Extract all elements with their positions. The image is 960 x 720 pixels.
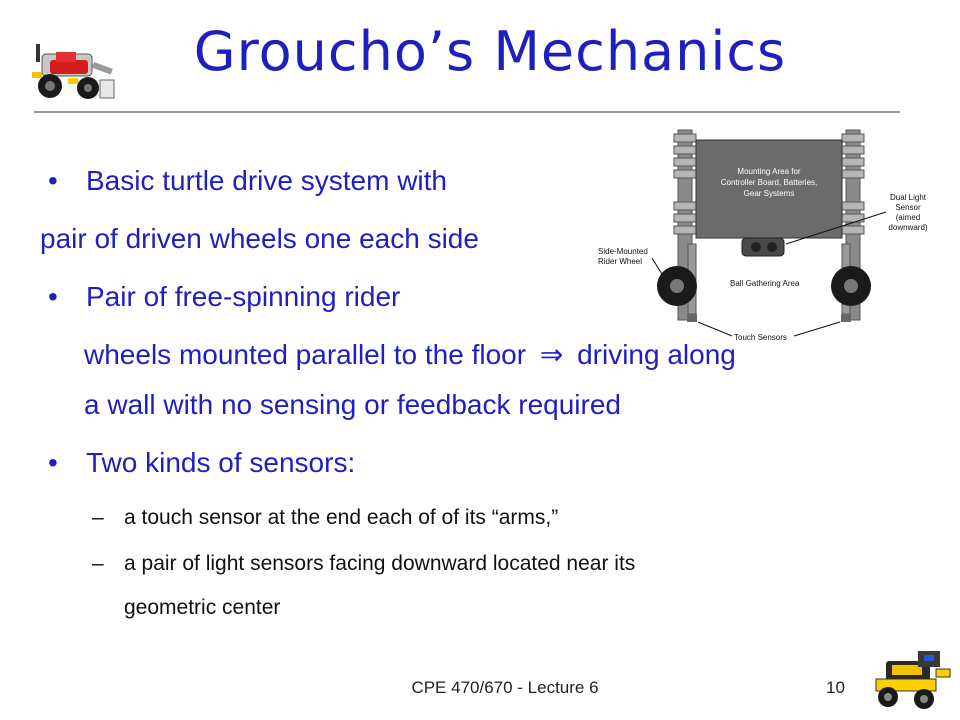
sub-bullet-dash: – bbox=[92, 506, 104, 529]
figure-label-side-1: Side-Mounted bbox=[598, 247, 648, 256]
figure-label-dual-1: Dual Light bbox=[889, 193, 927, 202]
bullet-rider-wheels-line3: a wall with no sensing or feedback required bbox=[84, 389, 621, 420]
sub-bullet-touch-sensor: a touch sensor at the end each of of its “arms,” bbox=[124, 506, 559, 529]
figure-label-mounting-1: Mounting Area for bbox=[737, 167, 801, 176]
figure-label-dual-3: (aimed bbox=[895, 213, 921, 222]
figure-label-dual-2: Sensor bbox=[895, 203, 921, 212]
rider-wheels-text-b: driving along bbox=[577, 339, 736, 370]
slide-title: Groucho’s Mechanics bbox=[193, 20, 787, 83]
bullet-marker: • bbox=[48, 281, 58, 312]
bullet-sensors: Two kinds of sensors: bbox=[86, 447, 356, 478]
rider-wheels-text-a: wheels mounted parallel to the floor bbox=[84, 339, 527, 370]
bullet-drive-system: Basic turtle drive system with bbox=[86, 165, 447, 196]
sub-bullet-light-sensors-line2: geometric center bbox=[124, 596, 281, 619]
sub-bullet-dash: – bbox=[92, 552, 104, 575]
bullet-marker: • bbox=[48, 165, 58, 196]
lego-robot-red-icon bbox=[28, 34, 120, 108]
bullet-marker: • bbox=[48, 447, 58, 478]
footer-lecture: CPE 470/670 - Lecture 6 bbox=[411, 678, 599, 697]
page-number: 10 bbox=[826, 678, 845, 697]
bullet-drive-system-continued: pair of driven wheels one each side bbox=[40, 223, 479, 254]
implies-arrow-icon: ⇒ bbox=[539, 339, 564, 370]
figure-label-touch-sensors: Touch Sensors bbox=[734, 333, 787, 342]
lego-robot-yellow-icon bbox=[872, 643, 954, 713]
figure-label-ball-area: Ball Gathering Area bbox=[730, 279, 800, 288]
figure-label-mounting-3: Gear Systems bbox=[743, 189, 795, 198]
bullet-rider-wheels: Pair of free-spinning rider bbox=[86, 281, 401, 312]
robot-diagram bbox=[596, 126, 932, 344]
figure-label-dual-4: downward) bbox=[888, 223, 928, 232]
title-divider bbox=[34, 111, 900, 113]
figure-label-side-2: Rider Wheel bbox=[598, 257, 643, 266]
sub-bullet-light-sensors: a pair of light sensors facing downward located near its bbox=[124, 552, 636, 575]
figure-label-mounting-2: Controller Board, Batteries, bbox=[720, 178, 818, 187]
